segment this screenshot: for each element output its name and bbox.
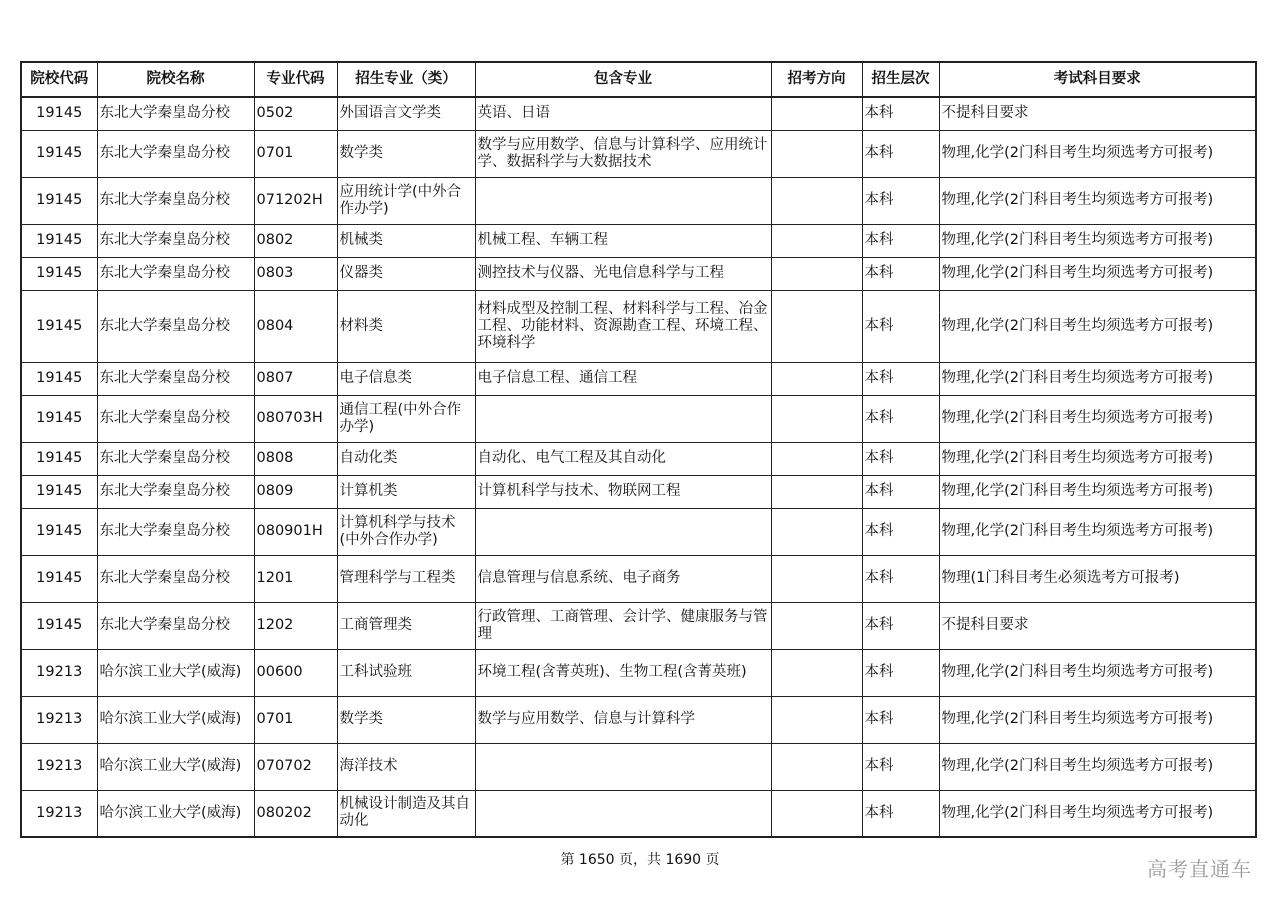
cell-school-name: 东北大学秦皇岛分校	[97, 555, 254, 602]
admissions-table	[20, 61, 1257, 838]
table-row	[21, 555, 1256, 602]
cell-requirement: 不提科目要求	[939, 97, 1256, 130]
cell-includes	[475, 790, 771, 837]
cell-school-name: 东北大学秦皇岛分校	[97, 177, 254, 224]
cell-major-code: 00600	[254, 649, 337, 696]
cell-major-code: 0701	[254, 696, 337, 743]
cell-school-code: 19145	[21, 97, 97, 130]
cell-school-code: 19145	[21, 224, 97, 257]
cell-major: 通信工程(中外合作办学)	[337, 395, 475, 442]
cell-major-code: 080202	[254, 790, 337, 837]
cell-level: 本科	[862, 696, 939, 743]
cell-major: 数学类	[337, 696, 475, 743]
cell-direction	[771, 696, 862, 743]
cell-level: 本科	[862, 177, 939, 224]
cell-direction	[771, 555, 862, 602]
header-major-code: 专业代码	[254, 62, 337, 97]
table-row	[21, 696, 1256, 743]
cell-school-name: 哈尔滨工业大学(威海)	[97, 743, 254, 790]
cell-requirement: 物理,化学(2门科目考生均须选考方可报考)	[939, 257, 1256, 290]
cell-school-name: 东北大学秦皇岛分校	[97, 257, 254, 290]
cell-requirement: 物理,化学(2门科目考生均须选考方可报考)	[939, 290, 1256, 362]
cell-includes: 自动化、电气工程及其自动化	[475, 442, 771, 475]
cell-school-code: 19145	[21, 290, 97, 362]
cell-school-code: 19145	[21, 442, 97, 475]
cell-requirement: 物理,化学(2门科目考生均须选考方可报考)	[939, 130, 1256, 177]
cell-level: 本科	[862, 224, 939, 257]
cell-major-code: 1202	[254, 602, 337, 649]
cell-direction	[771, 475, 862, 508]
cell-direction	[771, 177, 862, 224]
cell-major: 材料类	[337, 290, 475, 362]
table-row	[21, 395, 1256, 442]
cell-level: 本科	[862, 257, 939, 290]
cell-school-name: 东北大学秦皇岛分校	[97, 290, 254, 362]
table-row	[21, 97, 1256, 130]
table-body	[21, 97, 1256, 837]
cell-major-code: 0809	[254, 475, 337, 508]
cell-school-name: 哈尔滨工业大学(威海)	[97, 790, 254, 837]
cell-major-code: 0807	[254, 362, 337, 395]
cell-requirement: 物理,化学(2门科目考生均须选考方可报考)	[939, 177, 1256, 224]
cell-school-name: 东北大学秦皇岛分校	[97, 395, 254, 442]
cell-school-name: 东北大学秦皇岛分校	[97, 442, 254, 475]
cell-major-code: 070702	[254, 743, 337, 790]
cell-includes: 行政管理、工商管理、会计学、健康服务与管理	[475, 602, 771, 649]
cell-direction	[771, 602, 862, 649]
cell-direction	[771, 97, 862, 130]
header-school-name: 院校名称	[97, 62, 254, 97]
cell-requirement: 物理,化学(2门科目考生均须选考方可报考)	[939, 696, 1256, 743]
cell-school-name: 东北大学秦皇岛分校	[97, 475, 254, 508]
table-row	[21, 224, 1256, 257]
cell-school-name: 东北大学秦皇岛分校	[97, 224, 254, 257]
cell-includes: 环境工程(含菁英班)、生物工程(含菁英班)	[475, 649, 771, 696]
cell-major-code: 1201	[254, 555, 337, 602]
cell-major: 海洋技术	[337, 743, 475, 790]
table-row	[21, 130, 1256, 177]
cell-level: 本科	[862, 790, 939, 837]
cell-requirement: 物理,化学(2门科目考生均须选考方可报考)	[939, 475, 1256, 508]
cell-requirement: 物理,化学(2门科目考生均须选考方可报考)	[939, 790, 1256, 837]
cell-school-code: 19145	[21, 508, 97, 555]
cell-level: 本科	[862, 442, 939, 475]
cell-direction	[771, 362, 862, 395]
watermark-text: 高考直通车	[1147, 857, 1252, 881]
table-row	[21, 177, 1256, 224]
cell-school-code: 19213	[21, 743, 97, 790]
cell-level: 本科	[862, 602, 939, 649]
cell-school-name: 哈尔滨工业大学(威海)	[97, 649, 254, 696]
table-row	[21, 362, 1256, 395]
cell-requirement: 物理,化学(2门科目考生均须选考方可报考)	[939, 224, 1256, 257]
cell-major-code: 071202H	[254, 177, 337, 224]
cell-major: 工科试验班	[337, 649, 475, 696]
cell-major: 计算机科学与技术(中外合作办学)	[337, 508, 475, 555]
cell-level: 本科	[862, 649, 939, 696]
header-direction: 招考方向	[771, 62, 862, 97]
cell-major: 机械设计制造及其自动化	[337, 790, 475, 837]
cell-direction	[771, 257, 862, 290]
cell-school-name: 东北大学秦皇岛分校	[97, 602, 254, 649]
cell-includes: 数学与应用数学、信息与计算科学	[475, 696, 771, 743]
cell-school-code: 19145	[21, 177, 97, 224]
cell-school-name: 东北大学秦皇岛分校	[97, 508, 254, 555]
cell-major-code: 0701	[254, 130, 337, 177]
cell-major-code: 0804	[254, 290, 337, 362]
cell-requirement: 物理,化学(2门科目考生均须选考方可报考)	[939, 649, 1256, 696]
cell-school-code: 19213	[21, 790, 97, 837]
cell-requirement: 不提科目要求	[939, 602, 1256, 649]
cell-level: 本科	[862, 743, 939, 790]
cell-requirement: 物理(1门科目考生必须选考方可报考)	[939, 555, 1256, 602]
cell-major: 计算机类	[337, 475, 475, 508]
header-major: 招生专业（类）	[337, 62, 475, 97]
cell-major: 电子信息类	[337, 362, 475, 395]
table-row	[21, 257, 1256, 290]
table-row	[21, 475, 1256, 508]
cell-includes: 材料成型及控制工程、材料科学与工程、冶金工程、功能材料、资源勘查工程、环境工程、环境科学	[475, 290, 771, 362]
cell-school-code: 19145	[21, 475, 97, 508]
cell-direction	[771, 442, 862, 475]
cell-major-code: 0502	[254, 97, 337, 130]
header-includes: 包含专业	[475, 62, 771, 97]
cell-major-code: 080703H	[254, 395, 337, 442]
table-row	[21, 649, 1256, 696]
cell-school-code: 19213	[21, 649, 97, 696]
cell-school-name: 东北大学秦皇岛分校	[97, 362, 254, 395]
table-row	[21, 790, 1256, 837]
cell-includes: 计算机科学与技术、物联网工程	[475, 475, 771, 508]
header-requirement: 考试科目要求	[939, 62, 1256, 97]
cell-includes: 数学与应用数学、信息与计算科学、应用统计学、数据科学与大数据技术	[475, 130, 771, 177]
cell-major: 数学类	[337, 130, 475, 177]
cell-level: 本科	[862, 395, 939, 442]
cell-school-code: 19145	[21, 395, 97, 442]
table-row	[21, 602, 1256, 649]
header-school-code: 院校代码	[21, 62, 97, 97]
cell-includes: 机械工程、车辆工程	[475, 224, 771, 257]
header-level: 招生层次	[862, 62, 939, 97]
cell-level: 本科	[862, 362, 939, 395]
cell-school-code: 19145	[21, 602, 97, 649]
cell-direction	[771, 130, 862, 177]
cell-school-code: 19145	[21, 362, 97, 395]
cell-includes: 电子信息工程、通信工程	[475, 362, 771, 395]
cell-major-code: 0808	[254, 442, 337, 475]
cell-major-code: 0803	[254, 257, 337, 290]
table-row	[21, 442, 1256, 475]
cell-requirement: 物理,化学(2门科目考生均须选考方可报考)	[939, 508, 1256, 555]
cell-level: 本科	[862, 555, 939, 602]
cell-level: 本科	[862, 508, 939, 555]
cell-includes: 测控技术与仪器、光电信息科学与工程	[475, 257, 771, 290]
cell-direction	[771, 508, 862, 555]
cell-direction	[771, 224, 862, 257]
cell-level: 本科	[862, 475, 939, 508]
cell-includes	[475, 743, 771, 790]
cell-school-code: 19145	[21, 257, 97, 290]
page-number: 第 1650 页，共 1690 页	[560, 852, 720, 868]
cell-includes	[475, 395, 771, 442]
cell-includes	[475, 177, 771, 224]
cell-school-name: 哈尔滨工业大学(威海)	[97, 696, 254, 743]
header-row	[21, 62, 1256, 97]
cell-school-code: 19145	[21, 130, 97, 177]
cell-major: 自动化类	[337, 442, 475, 475]
cell-includes	[475, 508, 771, 555]
cell-requirement: 物理,化学(2门科目考生均须选考方可报考)	[939, 362, 1256, 395]
cell-level: 本科	[862, 97, 939, 130]
cell-direction	[771, 649, 862, 696]
cell-level: 本科	[862, 290, 939, 362]
cell-direction	[771, 790, 862, 837]
table-row	[21, 743, 1256, 790]
cell-school-code: 19145	[21, 555, 97, 602]
cell-includes: 英语、日语	[475, 97, 771, 130]
cell-major: 外国语言文学类	[337, 97, 475, 130]
cell-major-code: 0802	[254, 224, 337, 257]
cell-direction	[771, 395, 862, 442]
cell-major: 仪器类	[337, 257, 475, 290]
table-row	[21, 290, 1256, 362]
cell-school-name: 东北大学秦皇岛分校	[97, 97, 254, 130]
cell-major: 工商管理类	[337, 602, 475, 649]
cell-level: 本科	[862, 130, 939, 177]
cell-requirement: 物理,化学(2门科目考生均须选考方可报考)	[939, 442, 1256, 475]
cell-school-name: 东北大学秦皇岛分校	[97, 130, 254, 177]
cell-direction	[771, 743, 862, 790]
cell-requirement: 物理,化学(2门科目考生均须选考方可报考)	[939, 743, 1256, 790]
cell-major: 管理科学与工程类	[337, 555, 475, 602]
cell-requirement: 物理,化学(2门科目考生均须选考方可报考)	[939, 395, 1256, 442]
cell-major: 机械类	[337, 224, 475, 257]
cell-school-code: 19213	[21, 696, 97, 743]
cell-major-code: 080901H	[254, 508, 337, 555]
cell-direction	[771, 290, 862, 362]
cell-includes: 信息管理与信息系统、电子商务	[475, 555, 771, 602]
table-row	[21, 508, 1256, 555]
cell-major: 应用统计学(中外合作办学)	[337, 177, 475, 224]
